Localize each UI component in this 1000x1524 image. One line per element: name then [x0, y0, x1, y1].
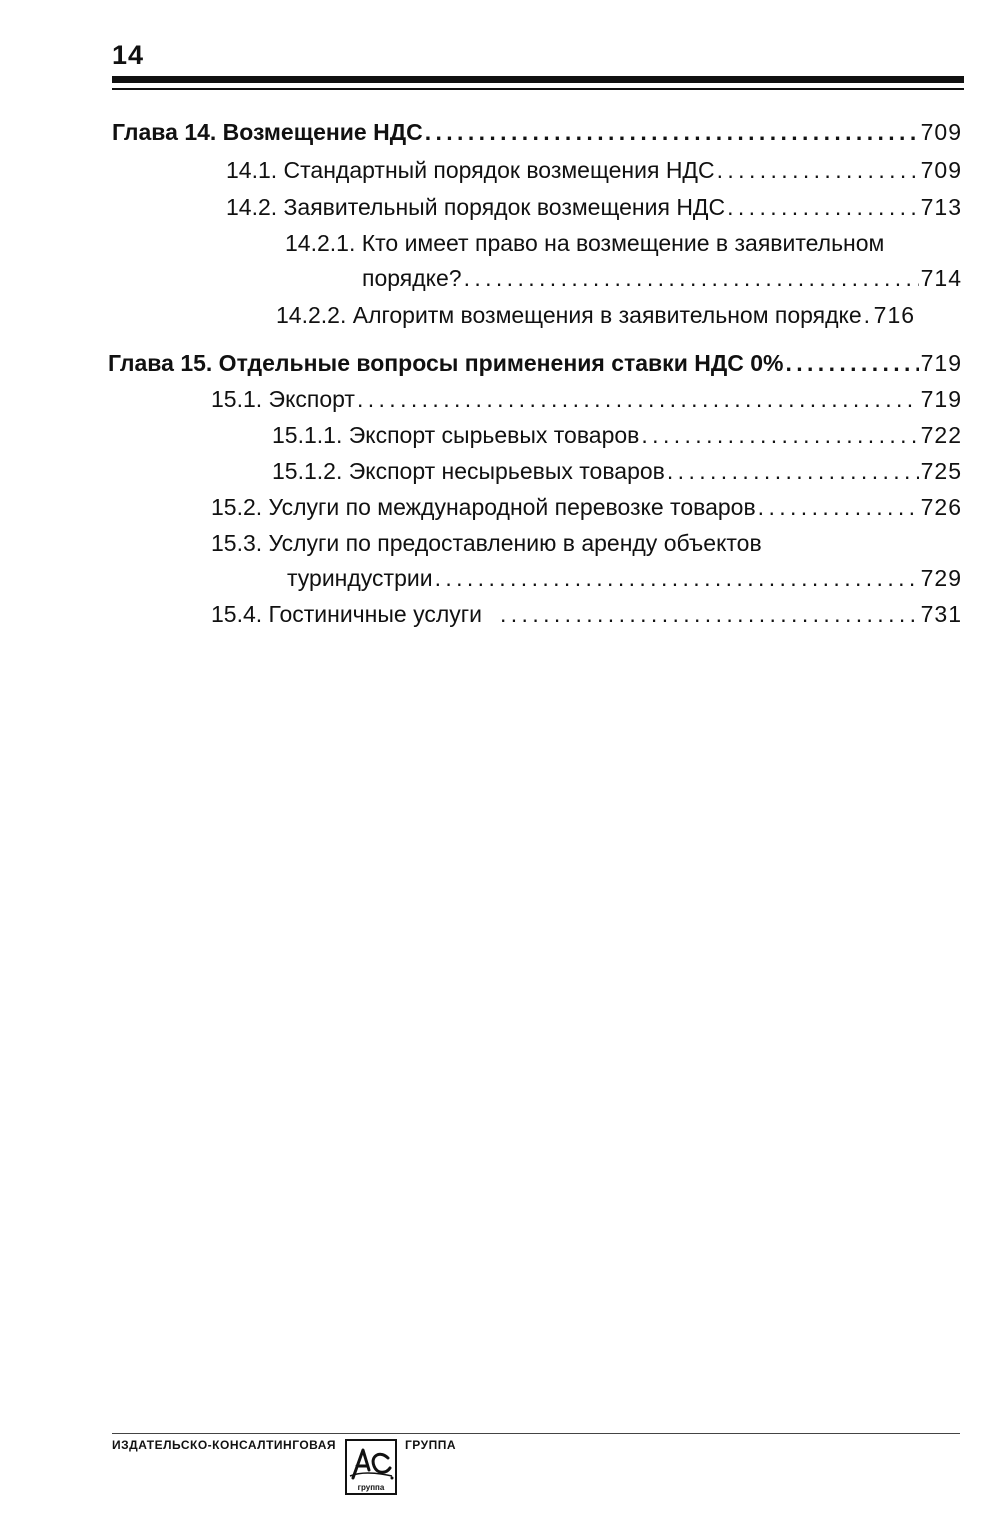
toc-entry-title: Глава 14. Возмещение НДС — [112, 119, 423, 145]
toc-entry-15-4[interactable] — [211, 599, 962, 629]
toc-entry-page: 725 — [920, 458, 962, 484]
toc-entry-title: 15.1.1. Экспорт сырьевых товаров — [272, 422, 640, 448]
toc-entry-15-1-2[interactable] — [272, 456, 962, 486]
toc-entry-page: 731 — [920, 601, 962, 627]
toc-entry-title: порядке? — [362, 265, 462, 291]
toc-entry-15-3-line1[interactable]: 15.3. Услуги по предоставлению в аренду объектов — [211, 530, 762, 556]
toc-entry-page: 722 — [920, 422, 962, 448]
publisher-logo-text: группа — [357, 1483, 385, 1492]
toc-entry-chapter-15[interactable] — [108, 348, 962, 378]
toc-leader-dots — [667, 456, 919, 486]
toc-entry-title: 14.1. Стандартный порядок возмещения НДС — [226, 157, 715, 183]
page-number: 14 — [112, 40, 145, 70]
toc-entry-page: 719 — [920, 386, 962, 412]
toc-entry-title: 14.2. Заявительный порядок возмещения НДС — [226, 194, 726, 220]
toc-entry-title: 15.1.2. Экспорт несырьевых товаров — [272, 458, 665, 484]
toc-entry-title: 15.2. Услуги по международной перевозке товаров — [211, 494, 756, 520]
toc-entry-15-2[interactable] — [211, 492, 962, 522]
toc-leader-dots — [425, 117, 919, 147]
footer-publisher-right: ГРУППА — [405, 1438, 457, 1452]
toc-entry-title: 15.1. Экспорт — [211, 386, 355, 412]
toc-leader-dots — [727, 192, 919, 222]
toc-leader-dots — [717, 155, 919, 185]
toc-leader-dots — [864, 300, 872, 330]
toc-entry-title: туриндустрии — [287, 565, 433, 591]
toc-entry-15-1[interactable] — [211, 384, 962, 414]
toc-entry-14-2-2[interactable] — [276, 300, 962, 330]
toc-entry-page: 729 — [920, 565, 962, 591]
publisher-logo-icon — [344, 1436, 398, 1496]
footer-publisher-left: ИЗДАТЕЛЬСКО-КОНСАЛТИНГОВАЯ — [112, 1438, 337, 1452]
toc-entry-title: 14.2.2. Алгоритм возмещения в заявительном порядке — [276, 302, 862, 328]
toc-entry-chapter-14[interactable] — [112, 117, 962, 147]
toc-entry-14-2-1-line1[interactable]: 14.2.1. Кто имеет право на возмещение в заявительном — [285, 230, 885, 256]
toc-leader-dots — [357, 384, 919, 414]
toc-leader-dots — [758, 492, 919, 522]
toc-entry-page: 716 — [873, 302, 916, 328]
toc-entry-15-3-line2[interactable] — [287, 563, 962, 593]
header-rule-thin — [112, 88, 964, 90]
toc-entry-page: 719 — [920, 350, 962, 376]
toc-entry-page: 726 — [920, 494, 962, 520]
toc-leader-dots — [464, 263, 919, 293]
toc-entry-page: 709 — [920, 119, 962, 145]
toc-entry-page: 714 — [920, 265, 962, 291]
toc-entry-14-2[interactable] — [226, 192, 962, 222]
toc-entry-page: 713 — [920, 194, 962, 220]
toc-entry-14-1[interactable] — [226, 155, 962, 185]
toc-leader-dots — [785, 348, 918, 378]
toc-leader-dots — [435, 563, 919, 593]
toc-entry-page: 709 — [920, 157, 962, 183]
toc-entry-title: 15.4. Гостиничные услуги — [211, 601, 482, 627]
header-rule-thick — [112, 76, 964, 83]
toc-entry-15-1-1[interactable] — [272, 420, 962, 450]
publisher-logo — [344, 1436, 398, 1496]
toc-leader-dots — [500, 599, 919, 629]
toc-entry-title: Глава 15. Отдельные вопросы применения ставки НДС 0% — [108, 350, 784, 376]
toc-leader-dots — [641, 420, 918, 450]
toc-entry-14-2-1-line2[interactable] — [362, 263, 962, 293]
footer-rule — [112, 1433, 960, 1434]
